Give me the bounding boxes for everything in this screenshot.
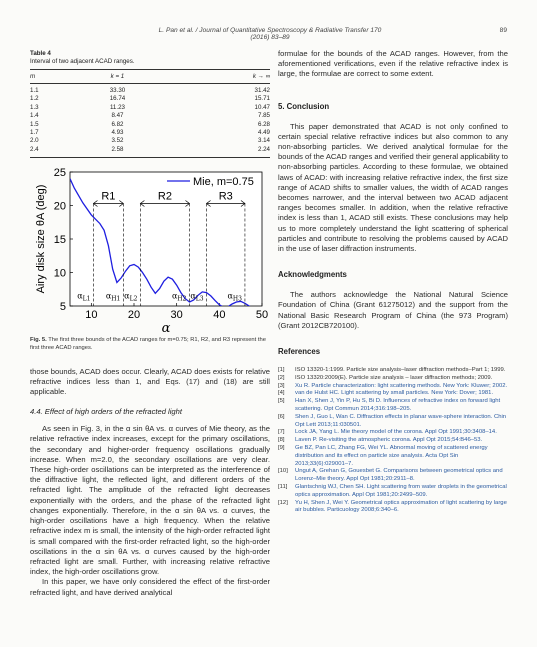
table-cell: 16.74 xyxy=(109,95,126,103)
acknowledgments-heading: Acknowledgments xyxy=(278,270,347,280)
y-tick-label: 15 xyxy=(53,234,66,247)
running-title: L. Pan et al. / Journal of Quantitative Spectroscopy & Radiative Transfer 170 (2016) 83–89 xyxy=(158,27,382,41)
section-heading-4-4: 4.4. Effect of high orders of the refracted light xyxy=(30,407,182,417)
reference-item xyxy=(278,383,508,391)
acknowledgments-text: The authors acknowledge the National Natural Science Foundation of China (Grant 61275012) and the support from the National Basic Research Program of China (the 973 Program) (Grant 2012CB720100). xyxy=(278,290,508,330)
reference-text: Ge BZ, Pan LC, Zhang FG, Wei YL. Abnormal moving of scattered energy distribution and its effect on particle size analysis. Acta Opt Sin 2013;33(6):029001–7. xyxy=(295,445,488,467)
airy-disk-chart xyxy=(30,164,270,334)
table-row xyxy=(30,129,270,137)
references-heading: References xyxy=(278,347,321,357)
table-cell: 11.23 xyxy=(109,103,125,111)
reference-text: Laven P. Re-visiting the atmospheric corona. Appl Opt 2015;54:B46–53. xyxy=(295,437,483,444)
alpha-label: $\alpha_{H2}$ xyxy=(171,291,187,303)
alpha-label: $\alpha_{L1}$ xyxy=(77,291,91,303)
figure-caption xyxy=(30,336,270,352)
x-tick-label: 30 xyxy=(170,309,183,322)
reference-item xyxy=(278,375,508,383)
y-tick-label: 10 xyxy=(53,267,66,280)
table-header-row xyxy=(30,70,270,84)
y-tick-label: 20 xyxy=(53,200,66,213)
table-cell: 1.7 xyxy=(30,129,39,137)
left-paragraph-1: those bounds, ACAD does occur. Clearly, ACAD does exists for relative refractive indices less than 1, and Eqs. (17) and (18) are still applicable. xyxy=(30,366,270,397)
table-cell: 33.30 xyxy=(109,87,126,94)
reference-number: [10] xyxy=(278,468,288,475)
table-row xyxy=(30,137,270,145)
table-cell: 2.24 xyxy=(165,146,270,158)
range-label: R2 xyxy=(157,190,172,203)
table-cell: 4.49 xyxy=(257,129,270,137)
table-row xyxy=(30,121,270,129)
table-cell: 2.4 xyxy=(30,146,70,158)
reference-text: ISO 13320:2009(E). Particle size analysis – laser diffraction methods; 2009. xyxy=(295,374,493,381)
table-cell: 4.93 xyxy=(111,129,124,137)
figure-5 xyxy=(30,164,270,334)
range-label: R3 xyxy=(218,190,233,203)
reference-list xyxy=(278,367,508,515)
alpha-label: $\alpha_{H1}$ xyxy=(105,291,121,303)
reference-item xyxy=(278,484,508,500)
reference-item xyxy=(278,445,508,468)
x-tick-label: 20 xyxy=(127,309,141,322)
table-cell: 6.28 xyxy=(257,120,270,128)
table-cell: 1.4 xyxy=(30,112,39,120)
reference-item xyxy=(278,437,508,445)
interval-table xyxy=(30,69,270,158)
table-cell: 3.14 xyxy=(257,137,270,145)
reference-text: van de Hulst HC. Light scattering by small particles. New York: Dover; 1981. xyxy=(295,390,494,397)
column-header-kinf: k → ∞ xyxy=(165,70,270,84)
table-row xyxy=(30,146,270,158)
reference-number: [3] xyxy=(278,382,285,389)
reference-item xyxy=(278,414,508,430)
table-subtitle: Interval of two adjacent ACAD ranges. xyxy=(30,58,135,65)
table-row xyxy=(30,112,270,120)
table-cell: 1.1 xyxy=(30,87,39,94)
y-axis-label: Airy disk size θA (deg) xyxy=(35,184,47,294)
x-tick-label: 10 xyxy=(85,309,98,322)
reference-item xyxy=(278,500,508,516)
y-tick-label: 25 xyxy=(53,167,66,180)
reference-item xyxy=(278,468,508,484)
alpha-label: $\alpha_{L2}$ xyxy=(124,291,138,303)
reference-number: [11] xyxy=(278,484,288,491)
reference-text: Lock JA, Yang L. Mie theory model of the corona. Appl Opt 1991;30:3408–14. xyxy=(295,429,497,436)
conclusion-text: This paper demonstrated that ACAD is not only confined to certain special relative refractive indices but also common to any non-absorbing particles. We derived analytical formulae for the bounds of the ACAD ranges and verified their general applicability to non-absorbing particles. According to these formulae, we obtained laws of ACAD: with increasing relative refractive index, the first size range of ACAD shifts to smaller values, the width of ACAD ranges becomes narrower, and the interval between two ACAD adjacent ranges becomes smaller. In addition, when the relative refractive index is less than 1, ACAD still exists. These conclusions may help us to more completely understand the light scattering of spherical particles and contribute to resolving the problems caused by ACAD in the use of laser diffraction instruments. xyxy=(278,121,508,254)
legend-label: Mie, m=0.75 xyxy=(193,176,254,189)
left-column xyxy=(30,45,270,598)
reference-text: Shen J, Guo L, Wan C. Diffraction effects in planar wave-sphere interaction. Chin Opt Lett 2013;11:030501. xyxy=(295,413,507,428)
table-cell: 31.42 xyxy=(254,87,270,94)
column-header-k1: k = 1 xyxy=(70,70,165,84)
reference-number: [5] xyxy=(278,398,285,405)
table-cell: 7.85 xyxy=(257,112,270,120)
reference-number: [1] xyxy=(278,367,285,374)
table-row xyxy=(30,95,270,103)
left-paragraph-2: As seen in Fig. 3, in the α sin θA vs. α curves of Mie theory, as the relative refractive index increases, except for the primary oscillations, the secondary and higher-order frequency oscillations gradually increase. When m=2.0, the secondary oscillations are very clear. These high-order oscillations can be interpreted as the interference of the diffractive light, the reflected light, and different orders of the refracted light. The amplitude of the refracted light decreases exponentially with the orders, and the phase of the refracted light changes exponentially. Therefore, in the α sin θA vs. α curves, the high-order oscillations have a high frequency. When the relative refractive index m is small, the intensity of the high-order refracted light is small compared with the first-order refracted light, so the high-order oscillations in the α sin θA vs. α curves caused by the high-order refracted light are small. Further, with increasing relative refractive index, the high-order oscillations grow. xyxy=(30,424,270,577)
reference-text: Xu R. Particle characterization: light scattering methods. New York: Kluwer; 2002. xyxy=(295,382,508,389)
reference-text: Han X, Shen J, Yin P, Hu S, Bi D. Influences of refractive index on forward light scattering. Opt Commun 2014;316:198–205. xyxy=(295,398,501,413)
table-body xyxy=(30,84,270,158)
table-title: Table 4 xyxy=(30,50,51,57)
table-cell: 1.3 xyxy=(30,103,39,111)
conclusion-heading: 5. Conclusion xyxy=(278,101,330,111)
right-column xyxy=(278,45,508,515)
table-cell: 6.82 xyxy=(111,120,124,128)
reference-number: [8] xyxy=(278,437,285,444)
x-tick-label: 50 xyxy=(255,309,269,322)
table-cell: 1.2 xyxy=(30,95,39,103)
column-header-m: m xyxy=(30,70,70,84)
table-cell: 10.47 xyxy=(254,103,270,111)
table-cell: 3.52 xyxy=(111,137,124,145)
reference-text: ISO 13320-1:1999. Particle size analysis–laser diffraction methods–Part 1; 1999. xyxy=(295,367,506,374)
right-paragraph-continued: formulae for the bounds of the ACAD ranges. However, from the aforementioned verifications, even if the relative refractive index is large, the formulae are correct to some extent. xyxy=(278,49,508,79)
reference-text: Yu H, Shen J, Wei Y. Geometrical optics approximation of light scattering by large air bubbles. Particuology 2008;6:340–6. xyxy=(295,499,507,514)
table-cell: 2.0 xyxy=(30,137,39,145)
reference-number: [9] xyxy=(278,445,285,452)
reference-number: [7] xyxy=(278,429,285,436)
reference-text: Glantschnig WJ, Chen SH. Light scattering from water droplets in the geometrical optics approximation. Appl Opt 1981;20:2499–509. xyxy=(295,484,507,498)
page-number: 89 xyxy=(499,27,507,34)
reference-number: [6] xyxy=(278,413,285,420)
figure-caption-text: The first three bounds of the ACAD ranges for m=0.75; R1, R2, and R3 represent the first three ACAD ranges. xyxy=(30,337,266,352)
table-row xyxy=(30,84,270,96)
reference-item xyxy=(278,390,508,398)
range-label: R1 xyxy=(101,190,116,203)
reference-number: [4] xyxy=(278,390,285,397)
x-axis-label: α xyxy=(161,321,171,335)
reference-text: Ungut A, Grehan G, Gouesbet G. Comparisons between geometrical optics and Lorenz–Mie theory. Appl Opt 1981;20:2911–8. xyxy=(295,468,503,483)
table-cell: 1.5 xyxy=(30,120,39,128)
table-row xyxy=(30,104,270,112)
alpha-label: $\alpha_{L3}$ xyxy=(190,291,204,303)
reference-item xyxy=(278,398,508,414)
table-cell: 8.47 xyxy=(111,112,124,120)
left-paragraph-3: In this paper, we have only considered the effect of the first-order refracted light, and have derived analytical xyxy=(30,577,270,597)
figure-caption-label: Fig. 5. xyxy=(30,337,47,344)
reference-number: [2] xyxy=(278,374,285,381)
x-tick-label: 40 xyxy=(213,309,226,322)
table-cell: 2.58 xyxy=(70,146,165,158)
reference-number: [12] xyxy=(278,499,288,506)
y-tick-label: 5 xyxy=(59,301,66,314)
reference-item xyxy=(278,367,508,375)
table-cell: 15.71 xyxy=(254,95,270,103)
reference-item xyxy=(278,429,508,437)
running-header xyxy=(0,27,537,39)
alpha-label: $\alpha_{H3}$ xyxy=(227,291,242,303)
